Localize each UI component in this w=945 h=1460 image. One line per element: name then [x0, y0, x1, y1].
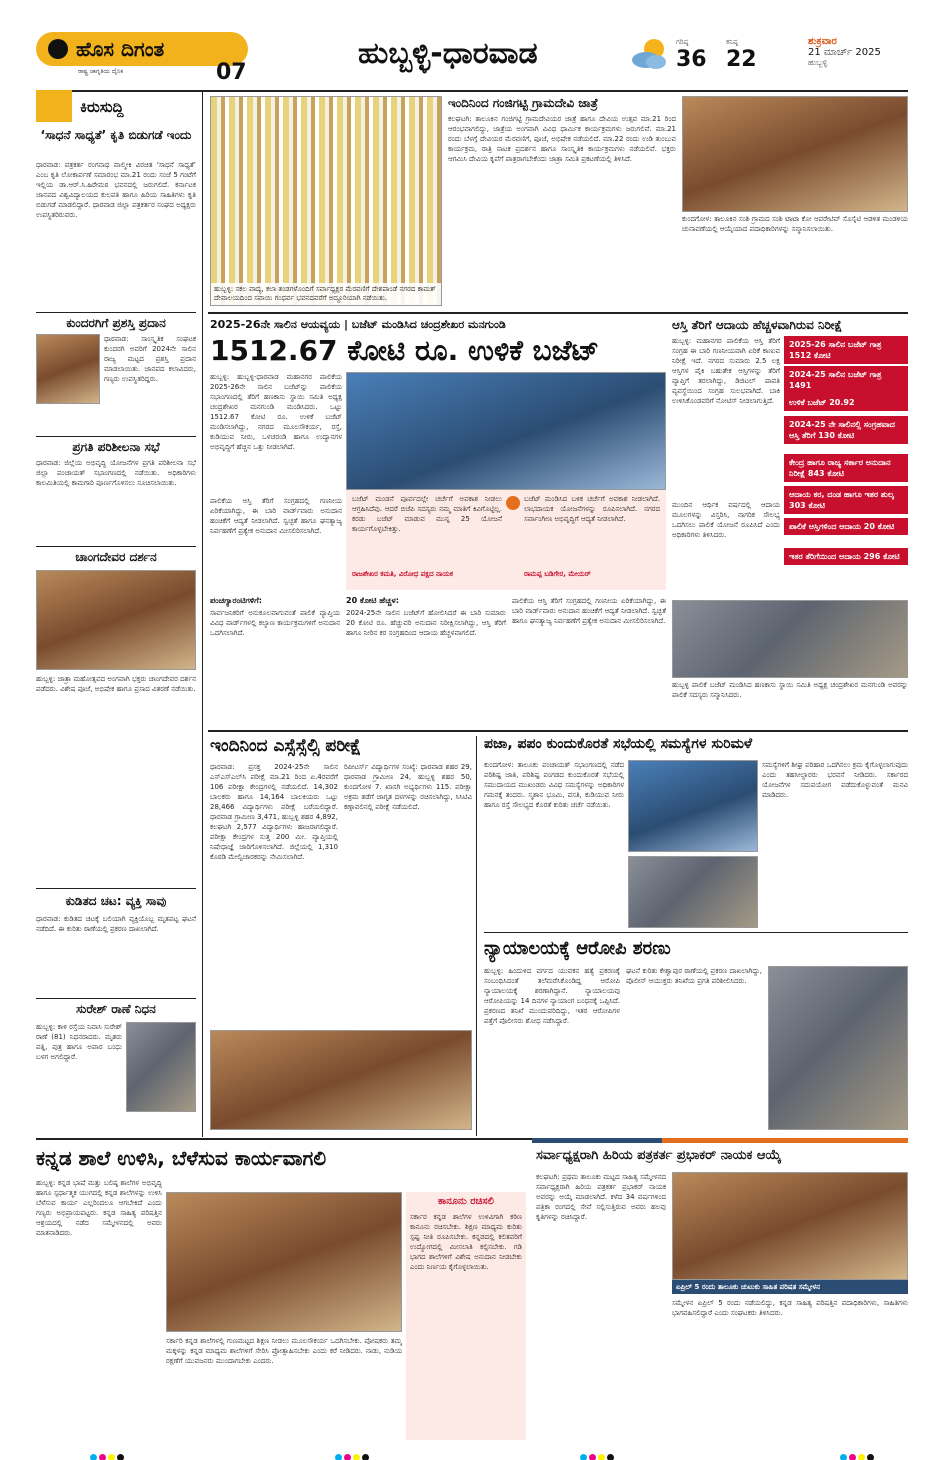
issue-date: 21 ಮಾರ್ಚ್ 2025 — [808, 47, 881, 58]
procession-photo — [210, 96, 442, 306]
article-meeting-body-2: ಸಮಸ್ಯೆಗಳಿಗೆ ಶೀಘ್ರ ಪರಿಹಾರ ಒದಗಿಸಲು ಕ್ರಮ ಕೈಗೊಳ್ಳಲಾಗುವುದು ಎಂದು ತಹಸೀಲ್ದಾರರು ಭರವಸೆ ನೀಡಿದರು. ಸರ್ಕಾರದ ಯೋಜನೆಗಳ ಸದುಪಯೋಗ ಪಡೆದುಕೊಳ್ಳುವಂತೆ ಮನವಿ ಮಾಡಿದರು. — [762, 761, 908, 799]
divider — [36, 998, 196, 999]
brief-title: ಚಾಂಗದೇವರ ದರ್ಶನ — [75, 550, 157, 564]
article-tax-body: ಹುಬ್ಬಳ್ಳಿ: ಮಹಾನಗರ ಪಾಲಿಕೆಯ ಆಸ್ತಿ ತೆರಿಗೆ ಸಂಗ್ರಹ ಈ ಬಾರಿ ಗಣನೀಯವಾಗಿ ಏರಿಕೆ ಕಾಣುವ ನಿರೀಕ್ಷೆ ಇದೆ. ನಗರದ ಸುಮಾರು 2.5 ಲಕ್ಷ ಆಸ್ತಿಗಳ ಪೈಕಿ ಬಹುತೇಕ ಆಸ್ತಿಗಳನ್ನು ತೆರಿಗೆ ವ್ಯಾಪ್ತಿಗೆ ತರಲಾಗಿದ್ದು, ಡಿಜಿಟಲ್ ಪಾವತಿ ವ್ಯವಸ್ಥೆಯಿಂದ ಸಂಗ್ರಹ ಸುಲಭವಾಗಿದೆ. ಬಾಕಿ ಉಳಿಸಿಕೊಂಡವರಿಗೆ ನೋಟಿಸ್ ನೀಡಲಾಗುತ್ತಿದೆ. — [672, 337, 780, 405]
headline-exam: ಇಂದಿನಿಂದ ಎಸ್ಸೆಸ್ಸೆಲ್ಸಿ ಪರೀಕ್ಷೆ — [210, 736, 362, 756]
temple-photo — [36, 570, 196, 670]
journalist-photo-caption: ಏಪ್ರಿಲ್ 5 ರಂದು ತಾಲೂಕು ಚುಟುಕು ಸಾಹಿತ ಪರಿಷತ ಸಮ್ಮೇಳನ — [672, 1280, 908, 1294]
divider — [36, 312, 196, 313]
article-exam-body-2: ರಿಪೀಟರ್ಸ್ ವಿದ್ಯಾರ್ಥಿಗಳ ಸಂಖ್ಯೆ: ಧಾರವಾಡ ಶಹರ 29, ಧಾರವಾಡ ಗ್ರಾಮೀಣ 24, ಹುಬ್ಬಳ್ಳಿ ಶಹರ 50, ಕುಂದಗೋಳ 7. ಖಾಸಗಿ ಅಭ್ಯರ್ಥಿಗಳು 115. ಪರೀಕ್ಷಾ ಅಕ್ರಮ ತಡೆಗೆ ಜಾಗೃತ ದಳಗಳನ್ನು ರಚಿಸಲಾಗಿದ್ದು, ಸಿಸಿಟಿವಿ ಕಣ್ಗಾವಲಿನಲ್ಲಿ ಪರೀಕ್ಷೆ ನಡೆಯಲಿದೆ. — [344, 763, 472, 811]
briefs-header — [36, 90, 196, 122]
tax-fact: 2024-25 ನೇ ಸಾಲಿನಲ್ಲಿ ಸಂಗ್ರಹವಾದ ಆಸ್ತಿ ತೆರಿಗೆ 130 ಕೋಟಿ — [784, 416, 908, 444]
brief-body: ಹುಬ್ಬಳ್ಳಿ: ಕಾಳಿ ರಸ್ತೆಯ ನಿವಾಸಿ ಸುರೇಶ್ ರಾಣೆ (81) ನಿಧನರಾದರು. ಮೃತರು ಪತ್ನಿ, ಪುತ್ರ ಹಾಗೂ ಅಪಾರ ಬಂಧು ಬಳಗ ಅಗಲಿದ್ದಾರೆ. — [36, 1023, 122, 1061]
article-journalist-body: ಕಲಘಟಗಿ: ಪ್ರಥಮ ತಾಲೂಕು ಮಟ್ಟದ ಸಾಹಿತ್ಯ ಸಮ್ಮೇಳನದ ಸರ್ವಾಧ್ಯಕ್ಷರಾಗಿ ಹಿರಿಯ ಪತ್ರಕರ್ತ ಪ್ರಭಾಕರ್ ನಾಯಕ ಅವರನ್ನು ಆಯ್ಕೆ ಮಾಡಲಾಗಿದೆ. ಕಳೆದ 34 ವರ್ಷಗಳಿಂದ ಪತ್ರಿಕಾ ರಂಗದಲ್ಲಿ ಸೇವೆ ಸಲ್ಲಿಸುತ್ತಿರುವ ಅವರು ಹಲವು ಕೃತಿಗಳನ್ನು ರಚಿಸಿದ್ದಾರೆ. — [536, 1173, 666, 1221]
logo-name: ಹೊಸ ದಿಗಂತ — [76, 37, 165, 61]
sub-body: ಸಾರ್ವಜನಿಕರಿಗೆ ಅನುಕೂಲವಾಗುವಂತೆ ಪಾಲಿಕೆ ವ್ಯಾಪ್ತಿಯ ವಿವಿಧ ವಾರ್ಡ್‌ಗಳಲ್ಲಿ ಕಲ್ಯಾಣ ಕಾರ್ಯಕ್ರಮಗಳಿಗೆ ಅನುದಾನ ಒದಗಿಸಲಾಗಿದೆ. — [210, 609, 340, 637]
quote-mayor: ಬಜೆಟ್ ಮಂಡಿಸಿದ ಬಳಿಕ ಚರ್ಚೆಗೆ ಅವಕಾಶ ನೀಡಲಾಗಿದೆ. ಲಾಭದಾಯಕ ಯೋಜನೆಗಳನ್ನು ರೂಪಿಸಲಾಗಿದೆ. ನಗರದ ಸರ್ವಾಂಗೀಣ ಅಭಿವೃದ್ಧಿಗೆ ಆದ್ಯತೆ ನೀಡಲಾಗಿದೆ. — [524, 495, 660, 523]
section-divider — [208, 730, 908, 732]
article-court-body-2: ಘಟನೆ ಕುರಿತು ಕೇಶ್ವಾಪುರ ಠಾಣೆಯಲ್ಲಿ ಪ್ರಕರಣ ದಾಖಲಾಗಿದ್ದು, ಪೊಲೀಸ್ ಆಯುಕ್ತರು ತನಿಖೆಯ ಪ್ರಗತಿ ಪರಿಶೀಲಿಸಿದರು. — [626, 967, 762, 985]
print-registration-marks — [840, 1446, 876, 1460]
quote-mark-icon — [506, 496, 520, 510]
brief-title: ಕುಂದರಗಿಗೆ ಪ್ರಶಸ್ತಿ ಪ್ರದಾನ — [66, 316, 166, 330]
print-registration-marks — [580, 1446, 616, 1460]
article-journalist-body-2: ಸಮ್ಮೇಳನ ಏಪ್ರಿಲ್ 5 ರಂದು ನಡೆಯಲಿದ್ದು, ಕನ್ನಡ ಸಾಹಿತ್ಯ ಪರಿಷತ್ತಿನ ಪದಾಧಿಕಾರಿಗಳು, ಸಾಹಿತಿಗಳು ಭಾಗವಹಿಸಲಿದ್ದಾರೆ ಎಂದು ಸಂಘಟಕರು ತಿಳಿಸಿದರು. — [672, 1299, 908, 1317]
headline-kannada: ಕನ್ನಡ ಶಾಲೆ ಉಳಿಸಿ, ಬೆಳೆಸುವ ಕಾರ್ಯವಾಗಲಿ — [36, 1146, 327, 1170]
divider — [36, 888, 196, 889]
article-jatre-body: ಕಲಘಟಗಿ: ತಾಲೂಕಿನ ಗಂಜಿಗಟ್ಟಿ ಗ್ರಾಮದೇವಿಯರ ಜಾತ್ರೆ ಹಾಗೂ ದೇವಿಯ ಉತ್ಸವ ಮಾ.21 ರಿಂದ ಆರಂಭವಾಗಲಿದ್ದು, ಜಾತ್ರೆಯ ಅಂಗವಾಗಿ ವಿವಿಧ ಧಾರ್ಮಿಕ ಕಾರ್ಯಕ್ರಮಗಳು ಜರುಗಲಿವೆ. ಮಾ.21 ರಂದು ಬೆಳಗ್ಗೆ ದೇವಿಯರ ಮೆರವಣಿಗೆ, ಪೂಜೆ, ಅಭಿಷೇಕ ನಡೆಯಲಿದೆ. ಮಾ.22 ರಂದು ಉಡಿ ತುಂಬುವ ಕಾರ್ಯಕ್ರಮ, ರಾತ್ರಿ ನಾಟಕ ಪ್ರದರ್ಶನ ಹಾಗೂ ಸಾಂಸ್ಕೃತಿಕ ಕಾರ್ಯಕ್ರಮಗಳು ನಡೆಯಲಿವೆ. ಭಕ್ತರು ಆಗಮಿಸಿ ದೇವಿಯ ಕೃಪೆಗೆ ಪಾತ್ರರಾಗಬೇಕೆಂದು ಜಾತ್ರಾ ಸಮಿತಿ ಪ್ರಕಟಣೆಯಲ್ಲಿ ತಿಳಿಸಿದೆ. — [448, 115, 676, 163]
pointing-hand-icon — [36, 90, 72, 122]
felicitation-caption: ಹುಬ್ಬಳ್ಳಿ ಪಾಲಿಕೆ ಬಜೆಟ್ ಮಂಡಿಸಿದ ಹಣಕಾಸು ಸ್ಥಾಯಿ ಸಮಿತಿ ಅಧ್ಯಕ್ಷ ಚಂದ್ರಶೇಖರ ಮನಗುಂಡಿ ಅವರನ್ನು ಪಾಲಿಕೆ ಸದಸ್ಯರು ಸನ್ಮಾನಿಸಿದರು. — [672, 681, 908, 699]
quote-opposition-by: ರಾಜಶೇಖರ ಕಮತಿ, ವಿರೋಧ ಪಕ್ಷದ ನಾಯಕ — [352, 570, 454, 578]
photo-caption: ಹುಬ್ಬಳ್ಳಿ: ಸಕಲ ವಾದ್ಯ, ಕಲಾ ತಂಡಗಳೊಂದಿಗೆ ಸರ್ವಾಧ್ಯಕ್ಷರ ಮೆರವಣಿಗೆ ದೇಶಪಾಂಡೆ ನಗರದ ಕಾಮತ್ ದೇವಾಲಯದಿಂದ ಸವಾಯಿ ಗಂಧರ್ವ ಭವನದವರೆಗೆ ಅದ್ದೂರಿಯಾಗಿ ನಡೆಯಿತು. — [211, 283, 441, 305]
sub-head: 20 ಕೋಟಿ ಹೆಚ್ಚಳ: — [346, 596, 399, 605]
journalist-felicitation-photo — [672, 1172, 908, 1280]
quote-mayor-by: ರಾಮಪ್ಪ ಬಡಿಗೇರ, ಮೇಯರ್ — [524, 570, 591, 578]
cooperative-photo-caption: ಕುಂದಗೋಳ: ತಾಲೂಕಿನ ಸಂಶಿ ಗ್ರಾಮದ ಸಂಶಿ ಟಾಟಾ ಕೋ ಆಪರೇಟಿವ್ ಸೊಸೈಟಿ ಆಡಳಿತ ಮಂಡಳಿಯ ಚುನಾವಣೆಯಲ್ಲಿ ಆಯ್ಕೆಯಾದ ಪದಾಧಿಕಾರಿಗಳನ್ನು ಸನ್ಮಾನಿಸಲಾಯಿತು. — [682, 215, 908, 233]
tax-fact: ಕೇಂದ್ರ ಹಾಗೂ ರಾಜ್ಯ ಸರ್ಕಾರ ಅನುದಾನ ನಿರೀಕ್ಷೆ 843 ಕೋಟಿ — [784, 454, 908, 482]
brief-body: ಧಾರವಾಡ: ಕುಡಿತದ ಚಟಕ್ಕೆ ಬಲಿಯಾಗಿ ವ್ಯಕ್ತಿಯೊಬ್ಬ ಮೃತಪಟ್ಟ ಘಟನೆ ನಡೆದಿದೆ. ಈ ಕುರಿತು ಠಾಣೆಯಲ್ಲಿ ಪ್ರಕರಣ ದಾಖಲಾಗಿದೆ. — [36, 915, 196, 933]
accent-bar — [662, 1138, 908, 1143]
cooperative-felicitation-photo — [682, 96, 908, 212]
budget-headline: 1512.67 ಕೋಟಿ ರೂ. ಉಳಿಕೆ ಬಜೆಟ್ — [210, 334, 599, 367]
article-exam-body: ಧಾರವಾಡ: ಪ್ರಸಕ್ತ 2024-25ನೇ ಸಾಲಿನ ಎಸ್‌ಎಸ್‌ಎಲ್‌ಸಿ ಪರೀಕ್ಷೆ ಮಾ.21 ರಿಂದ ಏ.4ರವರೆಗೆ 106 ಪರೀಕ್ಷಾ ಕೇಂದ್ರಗಳಲ್ಲಿ ನಡೆಯಲಿದೆ. 14,302 ಬಾಲಕರು ಹಾಗೂ 14,164 ಬಾಲಕಿಯರು ಒಟ್ಟು 28,466 ವಿದ್ಯಾರ್ಥಿಗಳು ಪರೀಕ್ಷೆ ಬರೆಯಲಿದ್ದಾರೆ. ಧಾರವಾಡ ಗ್ರಾಮೀಣ 3,471, ಹುಬ್ಬಳ್ಳಿ ಶಹರ 4,892, ಕಲಘಟಗಿ 2,577 ವಿದ್ಯಾರ್ಥಿಗಳು ಹಾಜರಾಗಲಿದ್ದಾರೆ. ಪರೀಕ್ಷಾ ಕೇಂದ್ರಗಳ ಸುತ್ತ 200 ಮೀ. ವ್ಯಾಪ್ತಿಯಲ್ಲಿ ನಿಷೇಧಾಜ್ಞೆ ಜಾರಿಗೊಳಿಸಲಾಗಿದೆ. ಜಿಲ್ಲೆಯಲ್ಲಿ 1,310 ಕೊಠಡಿ ಮೇಲ್ವಿಚಾರಕರನ್ನು ನೇಮಿಸಲಾಗಿದೆ. — [210, 763, 338, 861]
felicitation-photo — [672, 600, 908, 678]
temp-min-label: ಕನಿಷ್ಠ — [726, 38, 738, 46]
court-photo — [768, 966, 908, 1130]
tax-fact: 2025-26 ಸಾಲಿನ ಬಜೆಟ್ ಗಾತ್ರ 1512 ಕೋಟಿ — [784, 336, 908, 364]
article-kannada-body-2: ಸರ್ಕಾರಿ ಕನ್ನಡ ಶಾಲೆಗಳಲ್ಲಿ ಗುಣಮಟ್ಟದ ಶಿಕ್ಷಣ ನೀಡಲು ಮೂಲಸೌಕರ್ಯ ಒದಗಿಸಬೇಕು. ಪೋಷಕರು ತಮ್ಮ ಮಕ್ಕಳನ್ನು ಕನ್ನಡ ಮಾಧ್ಯಮ ಶಾಲೆಗಳಿಗೆ ಸೇರಿಸಿ ಪ್ರೋತ್ಸಾಹಿಸಬೇಕು ಎಂದು ಕರೆ ನೀಡಿದರು. ನಾಡು, ನುಡಿಯ ರಕ್ಷಣೆಗೆ ಯುವಜನರು ಮುಂದಾಗಬೇಕು ಎಂದರು. — [166, 1337, 402, 1365]
print-registration-marks — [90, 1446, 126, 1460]
tax-fact: ಇತರ ತೆರಿಗೆಯಿಂದ ಆದಾಯ 296 ಕೋಟಿ — [784, 548, 908, 565]
divider — [36, 436, 196, 437]
article-meeting-body: ಕುಂದಗೋಳ: ತಾಲೂಕು ಪಂಚಾಯತ್ ಸಭಾಂಗಣದಲ್ಲಿ ನಡೆದ ಪರಿಶಿಷ್ಟ ಜಾತಿ, ಪರಿಶಿಷ್ಟ ಪಂಗಡದ ಕುಂದುಕೊರತೆ ಸಭೆಯಲ್ಲಿ ಸಮುದಾಯದ ಮುಖಂಡರು ವಿವಿಧ ಸಮಸ್ಯೆಗಳನ್ನು ಅಧಿಕಾರಿಗಳ ಗಮನಕ್ಕೆ ತಂದರು. ಸ್ಮಶಾನ ಭೂಮಿ, ವಸತಿ, ಕುಡಿಯುವ ನೀರು ಹಾಗೂ ರಸ್ತೆ ಸೌಲಭ್ಯದ ಕೊರತೆ ಕುರಿತು ಚರ್ಚೆ ನಡೆಯಿತು. — [484, 761, 624, 809]
meeting-photo-2 — [628, 856, 758, 928]
section-divider — [208, 312, 908, 314]
divider — [36, 546, 196, 547]
sidebox-title: ಕಾನೂನು ರಚಿಸಲಿ — [438, 1196, 494, 1207]
briefs-title: ಕಿರುಸುದ್ದಿ — [80, 98, 124, 116]
sub-body: ಪಾಲಿಕೆಯ ಆಸ್ತಿ ತೆರಿಗೆ ಸಂಗ್ರಹದಲ್ಲಿ ಗಣನೀಯ ಏರಿಕೆಯಾಗಿದ್ದು, ಈ ಬಾರಿ ವಾರ್ಡ್‌ವಾರು ಅನುದಾನ ಹಂಚಿಕೆಗೆ ಆದ್ಯತೆ ನೀಡಲಾಗಿದೆ. ಸ್ವಚ್ಛತೆ ಹಾಗೂ ಘನತ್ಯಾಜ್ಯ ನಿರ್ವಹಣೆಗೆ ಪ್ರತ್ಯೇಕ ಅನುದಾನ ಮೀಸಲಿರಿಸಲಾಗಿದೆ. — [512, 597, 666, 625]
budget-kicker: 2025-26ನೇ ಸಾಲಿನ ಆಯವ್ಯಯ | ಬಜೆಟ್ ಮಂಡಿಸಿದ ಚಂದ್ರಶೇಖರ ಮನಗುಂಡಿ — [210, 318, 506, 331]
briefs-column — [36, 126, 196, 1136]
masthead — [0, 0, 945, 92]
temp-max: 36 — [676, 47, 707, 72]
headline-court: ನ್ಯಾಯಾಲಯಕ್ಕೆ ಆರೋಪಿ ಶರಣು — [484, 938, 671, 959]
column-divider — [202, 92, 203, 1137]
budget-presentation-photo — [346, 372, 666, 490]
print-registration-marks — [335, 1446, 371, 1460]
headline-tax: ಆಸ್ತಿ ತೆರಿಗೆ ಆದಾಯ ಹೆಚ್ಚಳವಾಗಿರುವ ನಿರೀಕ್ಷೆ — [672, 318, 843, 332]
dateline-place: ಹುಬ್ಬಳ್ಳಿ — [808, 58, 828, 67]
edition-city: ಹುಬ್ಬಳ್ಳಿ-ಧಾರವಾಡ — [358, 36, 538, 71]
obituary-portrait — [126, 1022, 196, 1112]
partly-cloudy-icon — [628, 36, 672, 72]
headline-jatre: ಇಂದಿನಿಂದ ಗಂಜಿಗಟ್ಟಿ ಗ್ರಾಮದೇವಿ ಜಾತ್ರೆ — [448, 96, 598, 110]
logo-emblem-icon — [48, 39, 68, 59]
weekday: ಶುಕ್ರವಾರ — [808, 36, 837, 47]
sub-body: 2024-25ನೇ ಸಾಲಿನ ಬಜೆಟ್‌ಗೆ ಹೋಲಿಸಿದರೆ ಈ ಬಾರಿ ಸುಮಾರು 20 ಕೋಟಿ ರೂ. ಹೆಚ್ಚುವರಿ ಅನುದಾನ ನಿರೀಕ್ಷಿಸಲಾಗಿದ್ದು, ಆಸ್ತಿ ತೆರಿಗೆ ಹಾಗೂ ನೀರಿನ ಕರ ಸಂಗ್ರಹದಿಂದ ಆದಾಯ ಹೆಚ್ಚಳವಾಗಲಿದೆ. — [346, 609, 506, 637]
logo-tagline: ರಾಷ್ಟ್ರ ಜಾಗೃತಿಯ ದೈನಿಕ — [78, 68, 124, 75]
exam-hall-photo — [210, 1030, 472, 1130]
section-divider — [484, 932, 908, 933]
tax-fact: 2024-25 ಸಾಲಿನ ಬಜೆಟ್ ಗಾತ್ರ 1491 — [784, 366, 908, 394]
tax-facts-list — [784, 336, 908, 594]
budget-body: ಹುಬ್ಬಳ್ಳಿ: ಹುಬ್ಬಳ್ಳಿ-ಧಾರವಾಡ ಮಹಾನಗರ ಪಾಲಿಕೆಯ 2025-26ನೇ ಸಾಲಿನ ಬಜೆಟ್‌ನ್ನು ಪಾಲಿಕೆಯ ಸಭಾಂಗಣದಲ್ಲಿ ತೆರಿಗೆ ಹಣಕಾಸು ಸ್ಥಾಯಿ ಸಮಿತಿ ಅಧ್ಯಕ್ಷ ಚಂದ್ರಶೇಖರ ಮನಗುಂಡಿ ಮಂಡಿಸಿದರು. ಒಟ್ಟು 1512.67 ಕೋಟಿ ರೂ. ಉಳಿಕೆ ಬಜೆಟ್ ಮಂಡಿಸಲಾಗಿದ್ದು, ನಗರದ ಮೂಲಸೌಕರ್ಯ, ರಸ್ತೆ, ಕುಡಿಯುವ ನೀರು, ಒಳಚರಂಡಿ ಹಾಗೂ ಉದ್ಯಾನಗಳ ಅಭಿವೃದ್ಧಿಗೆ ಹೆಚ್ಚಿನ ಒತ್ತು ನೀಡಲಾಗಿದೆ. — [210, 373, 342, 451]
tax-fact: ಆದಾಯ ಕರ, ದಂಡ ಹಾಗೂ ಇತರ ಶುಲ್ಕ 303 ಕೋಟಿ — [784, 486, 908, 514]
article-kannada-body: ಹುಬ್ಬಳ್ಳಿ: ಕನ್ನಡ ಭಾಷೆ ಮತ್ತು ಬಲಿಷ್ಠ ಶಾಲೆಗಳ ಅಭಿವೃದ್ಧಿ ಹಾಗೂ ಸ್ಪರ್ಧಾತ್ಮಕ ಯುಗದಲ್ಲಿ ಕನ್ನಡ ಶಾಲೆಗಳನ್ನು ಉಳಿಸಿ ಬೆಳೆಸುವ ಕಾರ್ಯ ಎಲ್ಲರಿಂದಲೂ ಆಗಬೇಕಿದೆ ಎಂದು ಗಣ್ಯರು ಅಭಿಪ್ರಾಯಪಟ್ಟರು. ಕನ್ನಡ ಸಾಹಿತ್ಯ ಪರಿಷತ್ತಿನ ಆಶ್ರಯದಲ್ಲಿ ನಡೆದ ಸಮ್ಮೇಳನದಲ್ಲಿ ಅವರು ಮಾತನಾಡಿದರು. — [36, 1179, 162, 1237]
tax-fact: ಪಾಲಿಕೆ ಆಸ್ತಿಗಳಿಂದ ಆದಾಯ 20 ಕೋಟಿ — [784, 518, 908, 535]
brief-title: ಕುಡಿತದ ಚಟ: ವ್ಯಕ್ತಿ ಸಾವು — [65, 894, 167, 908]
headline-meeting: ಪಜಾ, ಪಪಂ ಕುಂದುಕೊರತೆ ಸಭೆಯಲ್ಲಿ ಸಮಸ್ಯೆಗಳ ಸುರಿಮಳೆ — [484, 736, 753, 752]
sub-head: ಪಂಚಗ್ಯಾರಂಟಿಗಳಿಗೆ: — [210, 596, 262, 605]
award-photo — [36, 334, 100, 404]
brief-title: ಸುರೇಶ್ ರಾಣೆ ನಿಧನ — [76, 1002, 156, 1016]
article-court-body: ಹುಬ್ಬಳ್ಳಿ: ಹಿಂದುಳಿದ ವರ್ಗದ ಯುವಕನ ಹತ್ಯೆ ಪ್ರಕರಣಕ್ಕೆ ಸಂಬಂಧಿಸಿದಂತೆ ತಲೆಮರೆಸಿಕೊಂಡಿದ್ದ ಆರೋಪಿ ನ್ಯಾಯಾಲಯಕ್ಕೆ ಶರಣಾಗಿದ್ದಾನೆ. ನ್ಯಾಯಾಲಯವು ಆರೋಪಿಯನ್ನು 14 ದಿನಗಳ ನ್ಯಾಯಾಂಗ ಬಂಧನಕ್ಕೆ ಒಪ್ಪಿಸಿದೆ. ಪ್ರಕರಣದ ತನಿಖೆ ಮುಂದುವರಿದಿದ್ದು, ಇತರ ಆರೋಪಿಗಳ ಪತ್ತೆಗೆ ಪೊಲೀಸರು ಶೋಧ ನಡೆಸಿದ್ದಾರೆ. — [484, 967, 620, 1025]
meeting-photo — [628, 760, 758, 852]
temp-min: 22 — [726, 47, 757, 72]
budget-body-2: ಪಾಲಿಕೆಯ ಆಸ್ತಿ ತೆರಿಗೆ ಸಂಗ್ರಹದಲ್ಲಿ ಗಣನೀಯ ಏರಿಕೆಯಾಗಿದ್ದು, ಈ ಬಾರಿ ವಾರ್ಡ್‌ವಾರು ಅನುದಾನ ಹಂಚಿಕೆಗೆ ಆದ್ಯತೆ ನೀಡಲಾಗಿದೆ. ಸ್ವಚ್ಛತೆ ಹಾಗೂ ಘನತ್ಯಾಜ್ಯ ನಿರ್ವಹಣೆಗೆ ಪ್ರತ್ಯೇಕ ಅನುದಾನ ಮೀಸಲಿರಿಸಲಾಗಿದೆ. — [210, 497, 342, 535]
column-divider — [476, 736, 477, 1136]
date-block — [808, 36, 918, 68]
budget-quotes-box — [346, 490, 666, 590]
brief-body: ಧಾರವಾಡ: ಪತ್ರಕರ್ತ ರಂಗನಾಥ ವಾಲ್ಮೀಕಿ ವಿರಚಿತ ‘ಸಾಧನೆ ಸಾಧ್ಯತೆ’ ಎಂಬ ಕೃತಿ ಲೋಕಾರ್ಪಣೆ ಸಮಾರಂಭ ಮಾ.21 ರಂದು ಸಂಜೆ 5 ಗಂಟೆಗೆ ಇಲ್ಲಿಯ ಡಾ.ಆರ್.ಸಿ.ಹಿರೇಮಠ ಭವನದಲ್ಲಿ ಜರುಗಲಿದೆ. ಕರ್ನಾಟಕ ಜಾನಪದ ವಿಶ್ವವಿದ್ಯಾಲಯದ ಕುಲಪತಿ ಹಾಗೂ ಹಿರಿಯ ಸಾಹಿತಿಗಳು ಕೃತಿ ಬಿಡುಗಡೆ ಮಾಡಲಿದ್ದಾರೆ. ಧಾರವಾಡ ಜಿಲ್ಲಾ ಪತ್ರಕರ್ತರ ಸಂಘದ ಅಧ್ಯಕ್ಷರು ಉಪಸ್ಥಿತರಿರುವರು. — [36, 161, 196, 219]
quote-opposition: ಬಜೆಟ್ ಮಂಡನೆ ಪೂರ್ವದಲ್ಲೇ ಚರ್ಚೆಗೆ ಅವಕಾಶ ನೀಡಲು ಆಗ್ರಹಿಸಿದೆವು. ಆದರೆ ಬಿಜೆಪಿ ಸದಸ್ಯರು ನಮ್ಮ ಮಾತಿಗೆ ಕಿವಿಗೊಟ್ಟಿಲ್ಲ. ಕರಡು ಬಜೆಟ್ ಮಾಡುವ ಮುನ್ನ 25 ಯೋಜನೆ ಕಾರ್ಯಗೊಳ್ಳಬೇಕಿತ್ತು. — [352, 495, 502, 533]
headline-journalist: ಸರ್ವಾಧ್ಯಕ್ಷರಾಗಿ ಹಿರಿಯ ಪತ್ರಕರ್ತ ಪ್ರಭಾಕರ್ ನಾಯಕ ಆಯ್ಕೆ — [536, 1148, 782, 1163]
temp-max-label: ಗರಿಷ್ಠ — [676, 38, 689, 46]
page-number: 07 — [216, 60, 247, 85]
budget-lower — [210, 596, 666, 726]
brief-title: ಪ್ರಗತಿ ಪರಿಶೀಲನಾ ಸಭೆ — [72, 440, 160, 454]
law-sidebox — [406, 1192, 526, 1440]
conference-photo — [166, 1192, 402, 1332]
brief-body: ಹುಬ್ಬಳ್ಳಿ: ಜಾತ್ರಾ ಮಹೋತ್ಸವದ ಅಂಗವಾಗಿ ಭಕ್ತರು ಚಾಂಗದೇವರ ದರ್ಶನ ಪಡೆದರು. ವಿಶೇಷ ಪೂಜೆ, ಅಭಿಷೇಕ ಹಾಗೂ ಪ್ರಸಾದ ವಿತರಣೆ ನಡೆಯಿತು. — [36, 675, 196, 693]
brief-body: ಧಾರವಾಡ: ಜಿಲ್ಲೆಯ ಅಭಿವೃದ್ಧಿ ಯೋಜನೆಗಳ ಪ್ರಗತಿ ಪರಿಶೀಲನಾ ಸಭೆ ಜಿಲ್ಲಾ ಪಂಚಾಯತ್ ಸಭಾಂಗಣದಲ್ಲಿ ನಡೆಯಿತು. ಅಧಿಕಾರಿಗಳು ಕಾಲಮಿತಿಯಲ್ಲಿ ಕಾಮಗಾರಿ ಪೂರ್ಣಗೊಳಿಸಲು ಸೂಚಿಸಲಾಯಿತು. — [36, 459, 196, 487]
newspaper-logo — [36, 32, 248, 90]
article-tax-body-2: ಮುಂದಿನ ಆರ್ಥಿಕ ವರ್ಷದಲ್ಲಿ ಆದಾಯ ಮೂಲಗಳನ್ನು ವಿಸ್ತರಿಸಿ, ನಾಗರಿಕ ಸೌಲಭ್ಯ ಒದಗಿಸಲು ಪಾಲಿಕೆ ಯೋಜನೆ ರೂಪಿಸಿದೆ ಎಂದು ಅಧಿಕಾರಿಗಳು ತಿಳಿಸಿದರು. — [672, 501, 780, 539]
accent-bar — [532, 1138, 662, 1143]
sidebox-body: ಸರ್ಕಾರ ಕನ್ನಡ ಶಾಲೆಗಳ ಉಳಿವಿಗಾಗಿ ಕಠಿಣ ಕಾನೂನು ರಚಿಸಬೇಕು. ಶಿಕ್ಷಣ ಮಾಧ್ಯಮ ಕುರಿತು ಸ್ಪಷ್ಟ ನೀತಿ ರೂಪಿಸಬೇಕು. ಕನ್ನಡದಲ್ಲಿ ಕಲಿತವರಿಗೆ ಉದ್ಯೋಗದಲ್ಲಿ ಮೀಸಲಾತಿ ಕಲ್ಪಿಸಬೇಕು. ಗಡಿ ಭಾಗದ ಶಾಲೆಗಳಿಗೆ ವಿಶೇಷ ಅನುದಾನ ನೀಡಬೇಕು ಎಂದು ನಿರ್ಣಯ ಕೈಗೊಳ್ಳಲಾಯಿತು. — [410, 1213, 522, 1271]
brief-body: ಧಾರವಾಡ: ಸಾಂಸ್ಕೃತಿಕ ಸಂಘಟಕ ಕುಂದರಗಿ ಅವರಿಗೆ 2024ನೇ ಸಾಲಿನ ರಾಜ್ಯ ಮಟ್ಟದ ಪ್ರಶಸ್ತಿ ಪ್ರದಾನ ಮಾಡಲಾಯಿತು. ಜಾನಪದ ಕಲಾವಿದರು, ಗಣ್ಯರು ಉಪಸ್ಥಿತರಿದ್ದರು. — [104, 335, 196, 383]
tax-fact: ಉಳಿಕೆ ಬಜೆಟ್ 20.92 — [784, 394, 908, 411]
brief-title: ‘ಸಾಧನೆ ಸಾಧ್ಯತೆ’ ಕೃತಿ ಬಿಡುಗಡೆ ಇಂದು — [40, 128, 192, 142]
